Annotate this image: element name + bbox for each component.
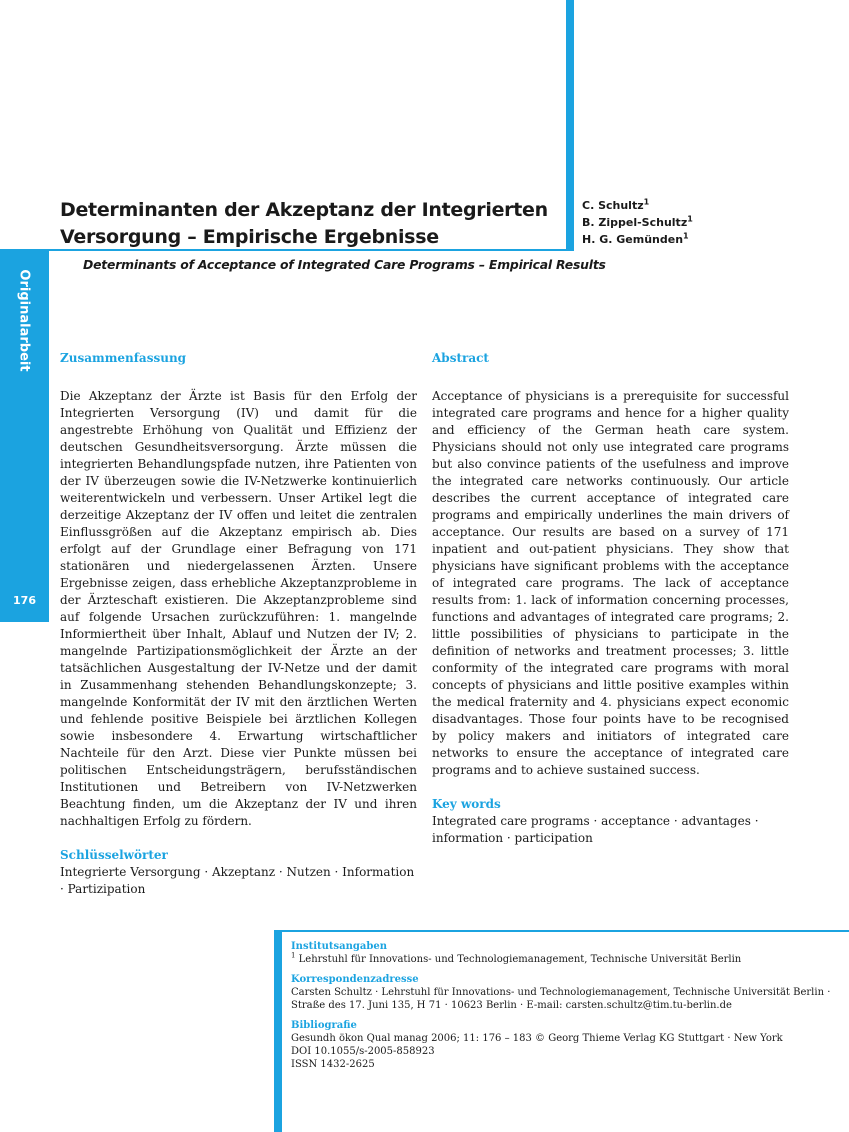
section-label: [0, 250, 49, 390]
page-number: 176: [13, 594, 36, 607]
correspondence-line: Straße des 17. Juni 135, H 71 · 10623 Berlin · E-mail: carsten.schultz@tim.tu-berlin.de: [291, 1000, 732, 1011]
english-title: Determinants of Acceptance of Integrated Care Programs – Empirical Results: [83, 257, 606, 272]
title-line-1: Determinanten der Akzeptanz der Integrierten: [60, 199, 548, 221]
footer-accent-bar: [274, 931, 282, 1132]
bibliography-line: Gesundh ökon Qual manag 2006; 11: 176 – 183 © Georg Thieme Verlag KG Stuttgart · New York: [291, 1033, 783, 1044]
german-keywords-heading: Schlüsselwörter: [60, 848, 168, 862]
english-keywords-heading: Key words: [432, 797, 501, 811]
institution-heading: Institutsangaben: [291, 941, 387, 952]
author: C. Schultz$^1$: [582, 197, 650, 212]
issn-line: ISSN 1432-2625: [291, 1059, 375, 1070]
doi-line: DOI 10.1055/s-2005-858923: [291, 1046, 435, 1057]
correspondence-heading: Korrespondenzadresse: [291, 974, 419, 985]
institution-text: $^1$ Lehrstuhl für Innovations- und Technologiemanagement, Technische Universität Berlin: [291, 951, 742, 965]
section-label-text: Originalarbeit: [17, 268, 33, 372]
author: B. Zippel-Schultz$^1$: [582, 214, 693, 229]
footer-rule: [274, 930, 849, 932]
german-keywords-text: Integrierte Versorgung · Akzeptanz · Nutzen · Information · Partizipation: [60, 865, 415, 896]
german-abstract: [60, 350, 417, 898]
english-keywords-text: Integrated care programs · acceptance · advantages · information · participation: [432, 814, 759, 845]
correspondence-line: Carsten Schultz · Lehrstuhl für Innovations- und Technologiemanagement, Technische Universität Berlin ·: [291, 987, 831, 998]
article-title: [60, 197, 560, 251]
article-info: [291, 940, 841, 1078]
title-line-2: Versorgung – Empirische Ergebnisse: [60, 226, 439, 248]
author: H. G. Gemünden$^1$: [582, 231, 689, 246]
german-abstract-text: Die Akzeptanz der Ärzte ist Basis für den Erfolg der Integrierten Versorgung (IV) und damit für die angestrebte Erhöhung von Qualität und Effizienz der deutschen Gesundheitsversorgung. Ärzte müssen die integrierten Behandlungspfade nutzen, ihre Patienten von der IV überzeugen sowie die IV-Netzwerke kontinuierlich weiterentwickeln und verbessern. Unser Artikel legt die derzeitige Akzeptanz der IV offen und leitet die zentralen Einflussgrößen auf die Akzeptanz empirisch ab. Dies erfolgt auf der Grundlage einer Befragung von 171 stationären und niedergelassenen Ärzten. Unsere Ergebnisse zeigen, dass erhebliche Akzeptanzprobleme in der Ärzteschaft existieren. Die Akzeptanzprobleme sind auf folgende Ursachen zurückzuführen: 1. mangelnde Informiertheit über Inhalt, Ablauf und Nutzen der IV; 2. mangelnde Partizipationsmöglichkeit der Ärzte an der tatsächlichen Ausgestaltung der IV-Netze und der damit in Zusammenhang stehenden Behandlungskonzepte; 3. mangelnde Konformität der IV mit den ärztlichen Werten und fehlende positive Beispiele bei ärztlichen Kollegen sowie insbesondere 4. Erwartung wirtschaftlicher Nachteile für den Arzt. Diese vier Punkte müssen bei politischen Entscheidungsträgern, berufsständischen Institutionen und Betreibern von IV-Netzwerken Beachtung finden, um die Akzeptanz der IV und ihren nachhaltigen Erfolg zu fördern.: [60, 389, 417, 828]
english-abstract-heading: Abstract: [432, 351, 489, 365]
english-abstract: [432, 350, 789, 847]
german-abstract-heading: Zusammenfassung: [60, 351, 187, 365]
institution-section: [291, 940, 841, 966]
top-accent-bar: [566, 0, 574, 250]
correspondence-section: [291, 973, 841, 1012]
german-keywords: [60, 847, 417, 898]
english-abstract-text: Acceptance of physicians is a prerequisite for successful integrated care programs and hence for a higher quality and efficiency of the German heath care system. Physicians should not only use integrated care programs but also convince patients of the usefulness and improve the integrated care networks continuously. Our article describes the current acceptance of integrated care programs and empirically underlines the main drivers of acceptance. Our results are based on a survey of 171 inpatient and out-patient physicians. They show that physicians have significant problems with the acceptance of integrated care programs. The lack of acceptance results from: 1. lack of information concerning processes, functions and advantages of integrated care programs; 2. little possibilities of physicians to participate in the definition of networks and treatment processes; 3. little conformity of the integrated care programs with moral concepts of physicians and little positive examples within the medical fraternity and 4. physicians expect economic disadvantages. Those four points have to be recognised by policy makers and initiators of integrated care networks to ensure the acceptance of integrated care programs and to achieve sustained success.: [432, 389, 789, 777]
author-list: [582, 197, 842, 248]
bibliography-section: [291, 1019, 841, 1071]
english-keywords: [432, 796, 789, 847]
bibliography-heading: Bibliografie: [291, 1020, 357, 1031]
